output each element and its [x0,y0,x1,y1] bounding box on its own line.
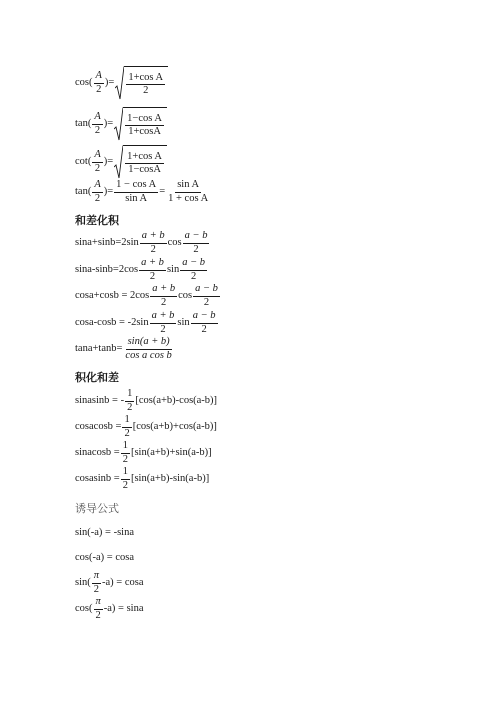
mid-text: cos [178,289,193,301]
induction-sin-neg [75,528,134,539]
lhs-text: cos( [75,76,93,88]
half-angle-cot-formula [75,145,167,179]
fraction-a-over-2 [92,112,102,136]
fraction-denominator: 2 [122,453,128,465]
induction-cos-neg [75,553,134,564]
radical-sign-icon [114,107,123,141]
product-to-sum-cos-cos [75,415,217,439]
fraction-denominator: 2 [95,609,101,621]
one-half-fraction [121,441,130,465]
equals-sign: = [159,185,166,197]
mid-text: sin [166,263,180,275]
lhs-text: cosasinb = [75,472,120,484]
one-half-fraction [122,415,131,439]
fraction-denominator: 2 [191,270,197,282]
fraction-numerator: A [92,150,102,163]
fraction-a-over-2 [92,150,102,174]
fraction-denominator: 2 [93,583,99,595]
rhs-text: [cos(a+b)-cos(a-b)] [135,394,218,406]
lhs-text: tan( [75,185,92,197]
sum-to-product-sin-plus [75,231,210,255]
first-rhs-fraction [114,180,158,204]
product-to-sum-sin-cos [75,441,212,465]
section-heading-sum-to-product: 和差化积 [75,214,119,227]
fraction-numerator: a − b [191,311,218,324]
fraction-denominator: 1 + cos A [168,192,209,204]
fraction-denominator: 2 [161,296,167,308]
mid-text: cos [167,236,182,248]
fraction-denominator: 2 [143,85,149,96]
half-sum-fraction [150,284,177,308]
fraction-denominator: 2 [94,162,101,174]
rhs-text: [sin(a+b)+sin(a-b)] [130,446,212,458]
radicand-fraction [126,73,165,97]
fraction-denominator: 2 [160,323,166,335]
second-rhs-fraction [166,180,210,204]
rhs-text: -a) = sina [103,602,144,614]
fraction-numerator: 1 − cos A [114,180,158,193]
rhs-text: [cos(a+b)+cos(a-b)] [132,420,217,432]
fraction-numerator: sin A [175,180,201,193]
pi-over-2-fraction [92,571,101,595]
lhs-text: sin( [75,576,91,588]
fraction-denominator: 1+cosA [128,126,161,137]
lhs-text: sinasinb = - [75,394,125,406]
product-to-sum-cos-sin [75,467,209,491]
half-diff-fraction [191,311,218,335]
fraction-numerator: a − b [193,284,220,297]
formula-text: sin(-a) = -sina [75,527,134,538]
section-heading-induction: 诱导公式 [75,502,119,515]
lhs-text: cosa-cosb = -2sin [75,316,149,328]
close-text: )= [103,155,114,167]
fraction-numerator: a − b [180,258,207,271]
fraction-numerator: sin(a + b) [126,337,172,350]
fraction-numerator: 1 [125,389,134,402]
sum-to-product-cos-plus [75,284,221,308]
fraction-numerator: A [92,112,102,125]
fraction-denominator: sin A [125,192,148,204]
fraction-denominator: 2 [122,479,128,491]
sum-to-product-sin-minus [75,258,208,282]
lhs-text: cosacosb = [75,420,122,432]
rhs-text: [sin(a+b)-sin(a-b)] [130,472,210,484]
half-sum-fraction [139,258,166,282]
radical-sign-icon [115,66,124,100]
half-angle-cos-formula [75,66,168,100]
fraction-numerator: a + b [150,311,177,324]
fraction-denominator: cos a cos b [125,349,172,361]
fraction-numerator: A [94,71,104,84]
fraction-numerator: 1−cos A [125,114,164,127]
induction-sin-complement [75,571,144,595]
tan-sum-fraction [123,337,173,361]
fraction-numerator: a + b [150,284,177,297]
fraction-numerator: A [92,180,102,193]
rhs-text: -a) = cosa [102,576,144,588]
lhs-text: cosa+cosb = 2cos [75,289,150,301]
half-sum-fraction [140,231,167,255]
fraction-numerator: 1+cos A [126,73,165,86]
fraction-numerator: a − b [183,231,210,244]
fraction-a-over-2 [92,180,102,204]
half-diff-fraction [193,284,220,308]
fraction-numerator: a + b [139,258,166,271]
lhs-text: cot( [75,155,92,167]
fraction-denominator: 2 [127,401,133,413]
lhs-text: cos( [75,602,93,614]
fraction-numerator: 1+cos A [125,152,164,165]
sqrt-radical [114,145,167,179]
one-half-fraction [125,389,134,413]
product-to-sum-sin-sin [75,389,217,413]
fraction-denominator: 2 [150,243,156,255]
half-angle-tan-formula [75,107,167,141]
pi-over-2-fraction [94,597,103,621]
section-heading-product-to-sum: 积化和差 [75,371,119,384]
fraction-denominator: 1−cosA [128,164,161,175]
fraction-numerator: π [92,571,101,584]
fraction-denominator: 2 [94,192,101,204]
fraction-denominator: 2 [94,124,101,136]
sqrt-radical [115,66,168,100]
lhs-text: tan( [75,117,92,129]
fraction-denominator: 2 [193,243,199,255]
fraction-denominator: 2 [201,323,207,335]
formula-text: cos(-a) = cosa [75,552,134,563]
fraction-numerator: 1 [122,415,131,428]
fraction-a-over-2 [94,71,104,95]
half-sum-fraction [150,311,177,335]
lhs-text: sinacosb = [75,446,120,458]
one-half-fraction [121,467,130,491]
half-angle-tan-sine-formula [75,180,211,204]
radicand-fraction [125,114,164,138]
fraction-denominator: 2 [124,427,130,439]
close-text: )= [104,76,115,88]
close-text: )= [103,117,114,129]
fraction-denominator: 2 [96,83,102,95]
induction-cos-complement [75,597,144,621]
half-diff-fraction [180,258,207,282]
fraction-numerator: 1 [121,441,130,454]
lhs-text: sina+sinb=2sin [75,236,139,248]
fraction-denominator: 2 [203,296,210,308]
radicand-fraction [125,152,164,176]
mid-text: sin [177,316,190,328]
lhs-text: sina-sinb=2cos [75,263,139,275]
radical-sign-icon [114,145,123,179]
fraction-numerator: a + b [140,231,167,244]
lhs-text: tana+tanb= [75,342,123,354]
fraction-denominator: 2 [149,270,156,282]
sqrt-radical [114,107,167,141]
sum-to-product-tan-plus [75,337,175,361]
close-text: )= [103,185,114,197]
sum-to-product-cos-minus [75,311,219,335]
half-diff-fraction [183,231,210,255]
fraction-numerator: π [94,597,103,610]
fraction-numerator: 1 [121,467,130,480]
